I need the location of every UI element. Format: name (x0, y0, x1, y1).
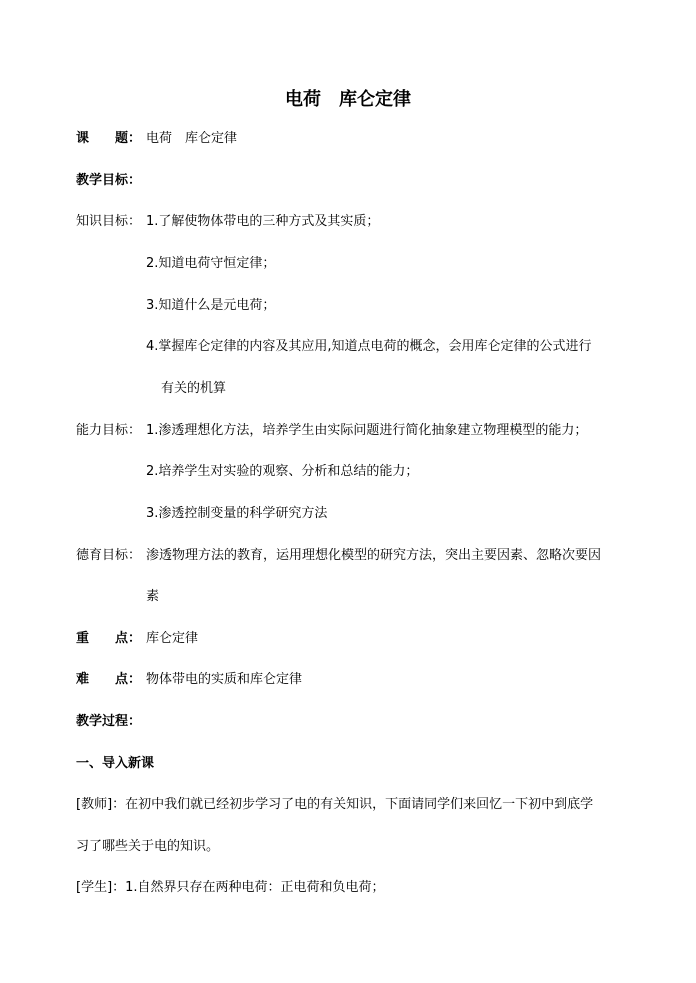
knowledge-item: 1.了解使物体带电的三种方式及其实质； (146, 214, 380, 229)
moral-label: 德育目标： (76, 548, 142, 563)
process-heading: 教学过程： (76, 714, 142, 729)
moral-text: 渗透物理方法的教育，运用理想化模型的研究方法，突出主要因素、忽略次要因 (146, 548, 602, 563)
ability-item: 3.渗透控制变量的科学研究方法 (146, 506, 328, 521)
difficulty-value: 物体带电的实质和库仑定律 (146, 672, 303, 687)
student-line-1 (76, 878, 636, 898)
difficulty-label: 难 点： (76, 672, 142, 687)
knowledge-item: 3.知道什么是元电荷； (146, 298, 276, 313)
knowledge-label: 知识目标： (76, 214, 142, 229)
key-point-value: 库仑定律 (146, 631, 199, 646)
course-label: 课 题： (76, 131, 142, 146)
student-text: 1.自然界只存在两种电荷：正电荷和负电荷； (125, 880, 385, 895)
document-title: 电荷 库仑定律 (285, 89, 411, 110)
ability-item: 1.渗透理想化方法，培养学生由实际问题进行简化抽象建立物理模型的能力； (146, 423, 588, 438)
key-point-label: 重 点： (76, 631, 142, 646)
knowledge-item: 4.掌握库仑定律的内容及其应用,知道点电荷的概念，会用库仑定律的公式进行 (146, 339, 592, 354)
teacher-text-cont: 习了哪些关于电的知识。 (76, 839, 220, 854)
knowledge-line-1 (76, 212, 636, 232)
ability-label: 能力目标： (76, 423, 142, 438)
moral-line-1 (76, 546, 636, 566)
course-line (76, 129, 636, 149)
teacher-line-1 (76, 795, 636, 815)
difficulty-line (76, 670, 636, 690)
knowledge-item: 2.知道电荷守恒定律； (146, 256, 276, 271)
ability-item: 2.培养学生对实验的观察、分析和总结的能力； (146, 464, 419, 479)
ability-line-1 (76, 421, 636, 441)
teacher-text: 在初中我们就已经初步学习了电的有关知识，下面请同学们来回忆一下初中到底学 (125, 797, 594, 812)
objectives-heading: 教学目标： (76, 173, 142, 188)
section1-heading: 一、导入新课 (76, 756, 155, 771)
moral-text-cont: 素 (146, 589, 160, 604)
student-label: [学生]： (76, 880, 126, 895)
teacher-label: [教师]： (76, 797, 126, 812)
key-point-line (76, 629, 636, 649)
course-value: 电荷 库仑定律 (146, 131, 238, 146)
knowledge-item-cont: 有关的机算 (161, 381, 227, 396)
